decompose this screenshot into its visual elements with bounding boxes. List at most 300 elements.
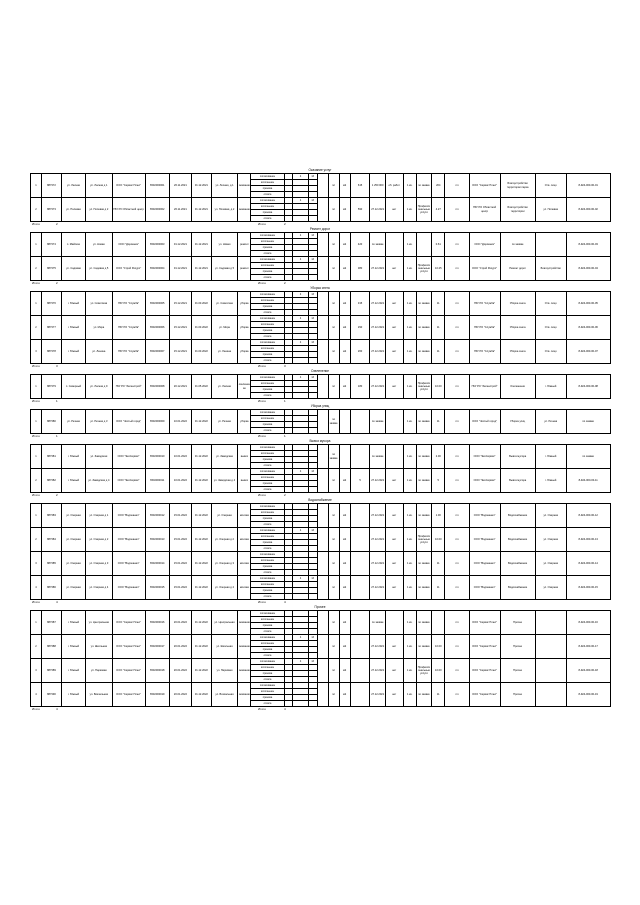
table-cell [308,358,317,364]
table-cell: 1 кв. [403,659,416,683]
total-count2: 2 [284,493,286,497]
table-cell: ООО "Строй Ресурс" [112,257,145,281]
table-cell: нет [385,683,403,707]
table-cell: ГБУ РО "Служба" [469,292,500,316]
table-cell: приемка [251,269,284,275]
table-cell: г. Южный [535,445,566,469]
table-cell: согласование [251,528,284,534]
table-cell: оплата [251,546,284,552]
table-cell: уборка [238,410,251,434]
table-cell: 887372 [42,174,62,198]
table-cell: 27.12.2021 [370,683,385,707]
total-label: Итого [32,364,40,368]
table-cell [317,611,328,635]
section-total [30,434,610,439]
table-cell: Уборка снега [500,340,535,364]
table-cell: м2 [339,659,350,683]
table-cell: нет [385,292,403,316]
table-cell: 31.12.2022 [191,576,211,600]
table-cell: 1 [31,174,42,198]
table-cell: 590 [350,198,370,222]
table-cell: Уборка снега [500,316,535,340]
table-cell: по заявке [500,233,535,257]
table-cell: уборка [238,340,251,364]
table-cell: 31.12.2021 [191,174,211,198]
table-row [31,198,611,204]
table-cell: согласование [251,292,284,298]
table-cell: 6502000013 [145,528,169,552]
table-cell: 27.12.2021 [370,552,385,576]
table-cell: 11 [432,576,445,600]
table-cell: 6502000008 [145,375,169,399]
total-count: 4 [56,707,58,711]
table-cell: 26.11.2021 [169,174,191,198]
table-cell: нет [385,635,403,659]
table-cell: согласование [251,611,284,617]
table-cell: пл [328,340,339,364]
table-row [31,683,611,689]
table-cell: пл [328,659,339,683]
table-cell [535,683,566,707]
table-cell: 2 [31,198,42,222]
table-cell: 13 [308,257,317,263]
table-row [31,410,611,416]
table-cell: м2 [339,635,350,659]
table-cell: 01.12.2021 [169,257,191,281]
table-cell: нет [385,316,403,340]
table-cell [350,410,370,434]
table-cell: согласование [251,683,284,689]
table-cell [535,659,566,683]
total-label2: Итого [258,281,266,285]
table-cell: ул. Речная [211,410,237,434]
table-cell: нет [385,340,403,364]
table-cell: 8-924-000-00-03 [566,233,610,257]
table-cell: 13 [308,576,317,582]
table-cell: м2 [339,611,350,635]
table-cell: исполнение [251,510,284,516]
table-cell: 31.03.2022 [191,316,211,340]
table-cell: г. Южный [61,635,85,659]
table-cell: по заявке [416,410,431,434]
table-cell: 1 кв. [403,316,416,340]
total-label: Итого [32,434,40,438]
table-cell [350,635,370,659]
table-cell: 887385 [42,552,62,576]
table-cell: ул. Советская [86,292,112,316]
table-cell: 6502000007 [145,340,169,364]
table-cell: 27.12.2021 [370,635,385,659]
table-cell: оплата [251,629,284,635]
table-cell: 6502000015 [145,576,169,600]
table-cell: ООО "Сервис Плюс" [112,683,145,707]
table-cell: 13 [308,528,317,534]
table-cell [284,358,293,364]
total-label2: Итого [258,707,266,711]
table-cell: ООО "Сервис Плюс" [469,611,500,635]
table-cell [535,611,566,635]
table-cell: 31.12.2022 [191,528,211,552]
section-title: Вывоз мусора [309,439,331,443]
table-cell: ул. Озерная [535,576,566,600]
table-cell: 13 [308,233,317,239]
table-cell: пл [445,340,469,364]
table-cell: ул. Полевая, д.2 [211,198,237,222]
table-cell: ООО "Водоканал" [112,552,145,576]
table-cell: приемка [251,304,284,310]
table-cell: Прочее [500,611,535,635]
table-cell: оплата [251,275,284,281]
table-cell: 13 [308,469,317,475]
section-title: Озеленение [310,369,330,373]
table-cell: 11 [432,683,445,707]
table-cell: приемка [251,481,284,487]
table-cell: по заявке [416,174,431,198]
table-cell: оплата [251,487,284,493]
table-cell: нет [385,469,403,493]
section-total [30,281,610,286]
table-cell: ул. Озерная [61,528,85,552]
table-cell: по заявке [328,445,339,469]
table-cell: ул. Школьная [86,635,112,659]
table-cell: 1 кв. [403,469,416,493]
table-cell: ул. Мира [211,316,237,340]
section-total [30,222,610,227]
table-cell: ул. Речная [535,410,566,434]
table-cell: исполнение [251,322,284,328]
table-cell: ул. Садовая д 5 [86,257,112,281]
table-cell: приемка [251,671,284,677]
table-cell: 887383 [42,504,62,528]
table-cell: согласование [251,340,284,346]
table-cell: оплата [251,251,284,257]
table-cell: 20.01.2022 [169,659,191,683]
table-cell: ул. Центральная [86,611,112,635]
total-label2: Итого [258,434,266,438]
table-cell: м2 [339,233,350,257]
table-cell: ул. Лесная д 1 [86,174,112,198]
table-cell: пл [445,528,469,552]
table-cell: исполнение [251,263,284,269]
total-label: Итого [32,399,40,403]
table-cell: пл [445,611,469,635]
table-cell: приемка [251,210,284,216]
table-cell [350,504,370,528]
table-cell: по заявке [416,504,431,528]
table-cell: 01.12.2021 [169,233,191,257]
table-cell: 13 [308,635,317,641]
table-cell: 887382 [42,469,62,493]
table-cell: согласование [251,198,284,204]
table-cell: 4 [293,316,308,322]
total-count2: 4 [284,707,286,711]
table-cell: 4 [293,257,308,263]
table-cell [293,358,308,364]
table-cell: исполнение [251,298,284,304]
table-cell [284,216,293,222]
table-cell: 4 [31,576,42,600]
table-cell [284,428,293,434]
table-cell: 4 [293,469,308,475]
table-cell: 6502000016 [145,611,169,635]
table-cell: м2 [339,528,350,552]
table-cell: 4 [293,233,308,239]
table-cell: 2 [31,635,42,659]
table-cell [416,233,431,257]
table-cell [293,393,308,399]
table-cell: 8-924-000-00-19 [566,683,610,707]
table-cell: ГБУ РО Областной центр [112,198,145,222]
total-count2: 3 [284,364,286,368]
table-cell [317,635,328,659]
table-cell: ООО "Сервис Плюс" [469,659,500,683]
registry-table [30,503,611,600]
table-cell: пл [445,683,469,707]
table-cell: исполнение [251,617,284,623]
table-cell [317,316,328,340]
table-cell: 887386 [42,576,62,600]
table-row [31,504,611,510]
table-cell: ул. Полевая д 2 [86,198,112,222]
table-cell: г. Южный [61,611,85,635]
table-cell: 887387 [42,611,62,635]
total-label2: Итого [258,600,266,604]
table-cell: 13 [308,340,317,346]
total-label: Итого [32,281,40,285]
table-cell: м2 [339,375,350,399]
table-cell: ул. Речная [61,410,85,434]
table-cell: 2 [31,469,42,493]
table-cell: 2.00 [432,445,445,469]
table-cell: по заявке [416,316,431,340]
table-cell: Благоустройство территории [500,198,535,222]
table-cell [350,552,370,576]
table-cell: ул. Озерная [211,504,237,528]
table-cell: по заявке [416,552,431,576]
table-cell: исполнение [251,641,284,647]
table-cell: 6502000006 [145,316,169,340]
table-cell: пл [328,552,339,576]
table-cell: ул. Озерная [535,552,566,576]
table-cell: м2 [339,552,350,576]
table-cell: 1.00 [432,504,445,528]
table-cell: 8-924-000-00-07 [566,340,610,364]
table-cell: пл [445,410,469,434]
table-cell: согласование [251,635,284,641]
table-cell [308,594,317,600]
table-cell: 1 кв. [403,683,416,707]
table-cell: пл [328,292,339,316]
table-cell: исполнение [251,558,284,564]
table-cell: ул. Садовая [61,257,85,281]
table-cell: г. Южный [61,292,85,316]
table-cell: приемка [251,588,284,594]
registry-table [30,409,611,434]
table-cell: 10.00 [432,528,445,552]
table-cell: согласование [251,504,284,510]
total-count: 1 [56,434,58,438]
table-cell: пл [328,576,339,600]
table-cell: приемка [251,540,284,546]
table-cell: по заявке [328,410,339,434]
table-cell: по заявке [566,410,610,434]
table-cell: ул. Озерная д 1 [86,504,112,528]
table-cell: 11 [432,316,445,340]
table-cell: по заявке [370,445,385,469]
table-cell: 15.01.2022 [169,552,191,576]
table-cell: ГБУ РО "Служба" [469,340,500,364]
total-count: 4 [56,600,58,604]
table-cell: Прочее [500,635,535,659]
total-label: Итого [32,600,40,604]
table-cell: пл [328,635,339,659]
table-cell: оплата [251,570,284,576]
table-cell: 615 [350,174,370,198]
table-cell: 887379 [42,375,62,399]
table-cell: согласование [251,174,284,180]
table-row [31,257,611,263]
table-cell: ул. Озерная д 2 [211,528,237,552]
registry-table [30,291,611,364]
table-cell: пл [445,576,469,600]
table-cell: Профессиональные услуги [416,257,431,281]
table-cell: 10.25 [432,257,445,281]
table-cell: 13 [308,659,317,665]
table-cell [317,659,328,683]
table-cell: 20.01.2022 [169,683,191,707]
table-cell [293,594,308,600]
table-cell: озеленение [238,375,251,399]
table-cell: пл [445,257,469,281]
table-cell: пл [328,174,339,198]
table-cell: приемка [251,623,284,629]
table-cell: 1 кв. [403,611,416,635]
table-cell: 27.12.2021 [370,375,385,399]
table-cell: 27.12.2021 [370,198,385,222]
table-cell: по заявке [566,445,610,469]
table-cell: 31.12.2022 [191,410,211,434]
registry-document [30,168,610,712]
table-cell: 8-924-000-00-16 [566,611,610,635]
table-cell: м2 [339,257,350,281]
table-cell: по заявке [370,410,385,434]
table-cell: ул. Заводская д 4 [86,469,112,493]
table-cell: 31.12.2022 [191,552,211,576]
table-cell: ул. Озерная [535,504,566,528]
table-cell: 887389 [42,659,62,683]
table-cell: вывоз [238,445,251,469]
table-cell [385,233,403,257]
table-row [31,659,611,665]
table-cell [317,340,328,364]
table-cell [317,576,328,600]
table-cell: оплата [251,653,284,659]
table-cell [284,594,293,600]
table-cell [385,445,403,469]
table-cell: 31.12.2022 [191,683,211,707]
table-cell: 27.12.2021 [370,340,385,364]
table-cell: пл [445,198,469,222]
table-cell: 1 кв. [403,375,416,399]
table-cell [308,487,317,493]
registry-table [30,374,611,399]
table-cell: пл [328,257,339,281]
total-label: Итого [32,222,40,226]
table-cell: м2 [339,576,350,600]
table-cell: 315 [350,292,370,316]
table-cell: 4 [293,292,308,298]
table-cell [317,292,328,316]
table-cell: по заявке [416,611,431,635]
table-cell: ул. Лесная [61,174,85,198]
table-cell: 1 [31,375,42,399]
table-cell: Благоустройство территории парка [500,174,535,198]
table-cell: 11 [432,340,445,364]
table-cell: 31.12.2021 [191,233,211,257]
table-cell [350,659,370,683]
table-cell: ООО "Сервис Плюс" [469,635,500,659]
table-cell: ООО "Водоканал" [469,504,500,528]
table-cell: ул. Вокзальная [86,683,112,707]
table-cell [535,635,566,659]
table-cell: 27.12.2021 [370,292,385,316]
table-cell: м2 [339,198,350,222]
table-cell: 1 [31,410,42,434]
table-cell: ООО "Водоканал" [112,576,145,600]
table-cell: ул. Заводская [86,445,112,469]
table-cell: ул. Заводская [211,445,237,469]
table-cell: 8-924-000-00-11 [566,469,610,493]
table-row [31,445,611,451]
table-cell: 380 [350,257,370,281]
table-cell: оплата [251,594,284,600]
table-cell [293,216,308,222]
table-cell: ул. Новая [86,233,112,257]
table-cell: ул. Садовая д 5 [211,257,237,281]
table-cell: 887376 [42,292,62,316]
table-cell: Водоснабжение [500,504,535,528]
table-cell: Водоснабжение [500,528,535,552]
table-cell: 4 [293,340,308,346]
table-cell: 8-924-000-00-06 [566,316,610,340]
table-cell: приемка [251,564,284,570]
table-cell: 15.12.2021 [169,340,191,364]
table-row [31,576,611,582]
table-cell: ООО "Сервис Плюс" [469,174,500,198]
table-cell: 10.00 [432,659,445,683]
table-cell [350,576,370,600]
table-cell: 8-924-000-00-05 [566,292,610,316]
table-cell: приемка [251,647,284,653]
table-cell: по заявке [416,340,431,364]
table-cell: 8-924-000-00-17 [566,635,610,659]
table-cell: по заявке [416,683,431,707]
table-cell: 13 [308,375,317,381]
table-cell: 31.12.2022 [191,469,211,493]
table-cell: 31.12.2021 [191,257,211,281]
table-cell [308,216,317,222]
total-label: Итого [32,707,40,711]
table-cell [350,611,370,635]
table-cell: монтаж [238,528,251,552]
table-cell: г. Южный [61,469,85,493]
table-cell [317,504,328,528]
table-cell: ул. Озерная д 4 [86,576,112,600]
table-cell: оказание [238,611,251,635]
table-cell: по заявке [416,576,431,600]
table-cell: пл [445,469,469,493]
table-cell: ООО "Сервис Плюс" [112,174,145,198]
